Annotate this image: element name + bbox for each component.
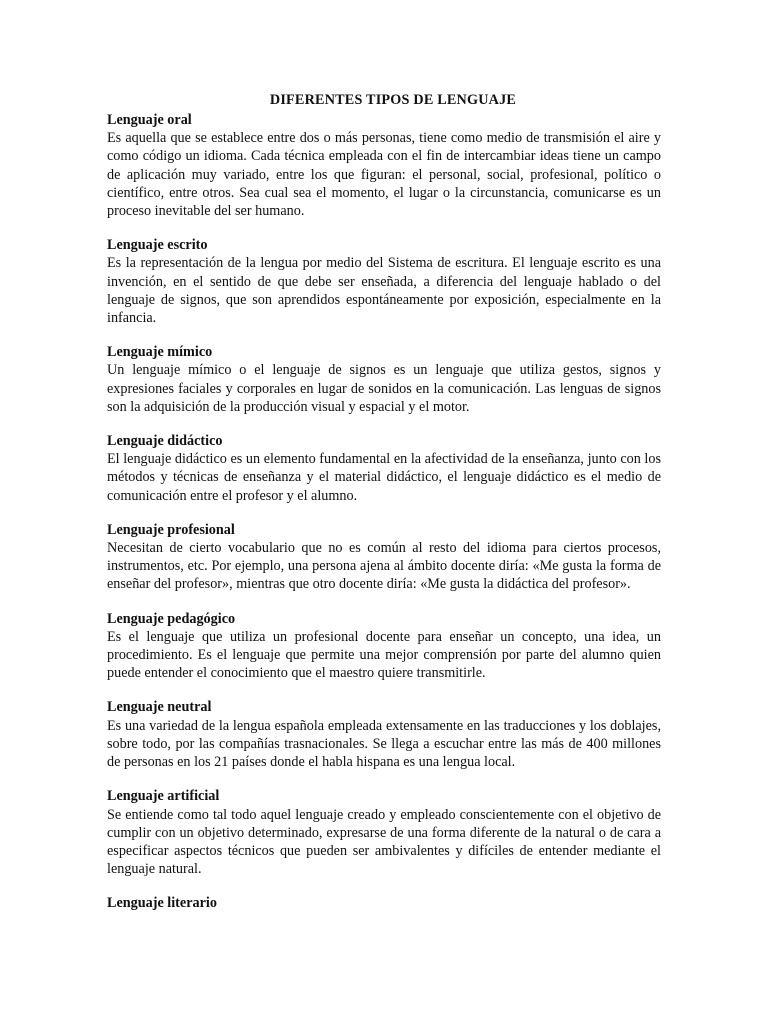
section-body: Necesitan de cierto vocabulario que no es común al resto del idioma para ciertos procesos, instrumentos, etc. Por ejemplo, una persona ajena al ámbito docente diría: «Me gusta la forma de enseñar del profesor», mientras que otro docente diría: «Me gusta la didáctica del profesor». xyxy=(107,540,661,593)
document-title: DIFERENTES TIPOS DE LENGUAJE xyxy=(269,92,517,108)
section-heading: Lenguaje didáctico xyxy=(107,433,223,450)
section-heading: Lenguaje literario xyxy=(107,895,217,912)
section-body: Se entiende como tal todo aquel lenguaje creado y empleado conscientemente con el objetivo de cumplir con un objetivo determinado, expresarse de una forma diferente de la natural o de cara a especificar aspectos técnicos que pueden ser ambivalentes y difíciles de entender mediante el lenguaje natural. xyxy=(107,806,661,878)
section-body: El lenguaje didáctico es un elemento fundamental en la afectividad de la enseñanza, junto con los métodos y técnicas de enseñanza y el material didáctico, el lenguaje didáctico es el medio de comunicación entre el profesor y el alumno. xyxy=(107,451,661,504)
section-lenguaje-pedagogico xyxy=(107,610,661,683)
section-heading: Lenguaje mímico xyxy=(107,344,213,361)
section-heading: Lenguaje profesional xyxy=(107,521,235,538)
section-heading: Lenguaje escrito xyxy=(107,237,208,254)
section-body: Es el lenguaje que utiliza un profesional docente para enseñar un concepto, una idea, un procedimiento. Es el lenguaje que permite una mejor comprensión por parte del alumno quien puede entender el conocimiento que el maestro quiere transmitirle. xyxy=(107,628,661,682)
section-body: Es aquella que se establece entre dos o más personas, tiene como medio de transmisión el aire y como código un idioma. Cada técnica empleada con el fin de intercambiar ideas tiene un campo de aplicación muy variado, entre los que figuran: el personal, social, profesional, político o científico, entre otros. Sea cual sea el momento, el lugar o la circunstancia, comunicarse es un proceso inevitable del ser humano. xyxy=(107,130,661,220)
section-heading: Lenguaje neutral xyxy=(107,699,212,716)
section-body: Es una variedad de la lengua española empleada extensamente en las traducciones y los doblajes, sobre todo, por las compañías trasnacionales. Se llega a escuchar entre las más de 400 millones de personas en los 21 países donde el habla hispana es una lengua local. xyxy=(107,717,661,771)
section-heading: Lenguaje artificial xyxy=(107,788,220,805)
section-heading: Lenguaje pedagógico xyxy=(107,610,236,627)
section-lenguaje-profesional xyxy=(107,521,661,594)
section-body: Un lenguaje mímico o el lenguaje de signos es un lenguaje que utiliza gestos, signos y expresiones faciales y corporales en lugar de sonidos en la comunicación. Las lenguas de signos son la adquisición de la producción visual y espacial y el motor. xyxy=(107,362,661,415)
section-lenguaje-mimico xyxy=(107,343,661,416)
section-lenguaje-didactico xyxy=(107,432,661,505)
section-lenguaje-literario xyxy=(107,894,661,912)
section-heading: Lenguaje oral xyxy=(107,112,192,128)
section-lenguaje-neutral xyxy=(107,698,661,771)
section-lenguaje-oral xyxy=(107,111,661,220)
section-lenguaje-escrito xyxy=(107,236,661,327)
section-body: Es la representación de la lengua por medio del Sistema de escritura. El lenguaje escrito es una invención, en el sentido de que debe ser enseñada, a diferencia del lenguaje hablado o del lenguaje de signos, que son aprendidos espontáneamente por exposición, especialmente en la infancia. xyxy=(107,255,661,327)
section-lenguaje-artificial xyxy=(107,787,661,878)
